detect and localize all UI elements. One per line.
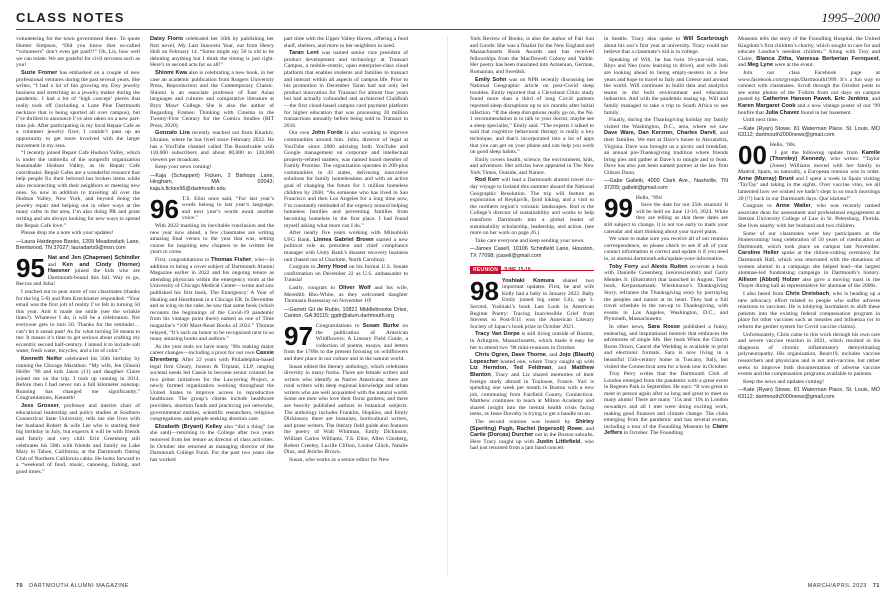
paragraph: part time with the Upper Valley Haven, offering a food shelf, shelters, and more to her neighbors in need.	[284, 36, 408, 49]
paragraph: Please drop me a note with your updates!	[21, 230, 114, 237]
paragraph: Toby Ferry and Alexis Ruiten co-wrote a book with Danielle Greenberg (neuroscientist) and Garry Mendes Jr. (illustrator) that launched in August. Their book, Kerpusnamauk: Wieshinawe’s Thanksgiving Story, reframes the Thanksgiving story by portraying the peoples and nature at its heart. They had a full travel schedule in the run-up to Thanksgiving, with events in Los Angeles, Washington, D.C., and Plymouth, Massachusetts.	[604, 263, 728, 323]
classmate-name: Suzie Fromer	[21, 69, 58, 76]
paragraph: Join our class Facebook page at www.facebook.com/groups/Dartmouth1999. It’s a fun way to connect with classmates. Scroll through the October posts to see some photos of the T-shirts from our days on campus posted by Catherine Hanson Pawek, Eric Jenkins, and Karen Margaret Cook and a now vintage poster of our ’99 bonfire that Julia Chavez found in her basement.	[738, 69, 880, 116]
section-title: CLASS NOTES	[16, 10, 125, 25]
paragraph: As the year ends we have many ’96s making major career changes—including a pivot for our own Cassie Ehrenberg. After 22 years with Philadelphia-based legal firm Cleary, Jonson & Tripiani, LLP, ranging societal needs led Cassie to become senior counsel for two prime initiatives for the Lawyering Project, a newly formed organization working throughout the United States to improve access to reproductive healthcare. The group’s clients include healthcare providers, abortion funds and practicing pot networks, governmental entities, scientific researchers, religious congregations, and people seeking abortion care.	[150, 343, 274, 423]
reunion-tag: REUNION	[470, 266, 501, 275]
class-year-number: 99	[604, 192, 633, 223]
issue-date: MARCH/APRIL 2023	[807, 583, 867, 589]
class-secretary-contact: —Kate (Ryan) Stowe, 81 Waterman Place, St. Louis, MO 63112; dartmouth2000news@gmail.com	[738, 125, 880, 139]
page-header	[16, 8, 880, 30]
paragraph: Save the date for our 25th reunion! It will be held on June 13-16, 2024. While they are telling us that these dates are still subject to change, it is not too early to mark your calendar and start thinking about your travel plans.	[604, 202, 728, 235]
paragraph: Yoshiaki Komura shared two important updates. First, he and wife Kelly had a baby in January 2022. Baby Emily joined big sister Lily, age 3. Second, Yoshiaki’s book Last Look in American Regime Poetry: Tracing Inaccessible Grief from Stevens to Post-9/11 won the American Literary Society of Japan’s book prize in October 2021.	[470, 277, 594, 330]
paragraph: Daisy Florio celebrated her 50th by publishing her first novel, My Last Innocent Year, out from Henry Holt on February 14. “Some might say 50 is old to be debuting anything but I think the timing is just right. Here’s to second acts for us all!”	[150, 36, 274, 69]
paragraph: I reached out to pear more of our classmates (thanks for the big 5-0) and Pam Kreckmeier responded: “Your email was the first jolt of reality I’ve felt in turning 50 this year. And it made me smile (see the wrinkle lines?). Whatever I do, it will be a celebration. Not everyone gets to turn 50. Thanks for the reminder…can’t let it sneak past! As for what turning 50 means to me: It means it’s time to get serious about crafting my eccentric second half-century. I intend it to include salt water, fresh water, bicycles, and a lot of color.”	[16, 288, 140, 355]
class-secretary-contact: —Kate (Ryan) Stowe, 81 Waterman Place, St. Louis, MO 63112; dartmouth2000news@gmail.com	[738, 387, 880, 400]
class-secretary-contact: —James Casell, 10106 Schinfield Lane, Houston, TX 77098; jcasell@gmail.com	[470, 246, 594, 259]
paragraph: Jess Grosser, professor and interim chair of educational leadership and policy studies at Southern Connecticut State University, tells me she lives with her husband Robert & wife Lee who is starting their big birthday in July, but expects it will be with friends and family and very chill. Erin Greenberg still celebrates his 50th with friends and family on Lake Mary in Tahoe, California, at the Dartmouth Outing Club of Northern California cabin. He looks forward to a “weekend of food, music, canoeing, fishing, and good times.”	[16, 403, 140, 475]
paragraph: Finally, during the Thanksgiving holiday my family visited the Washington, D.C., area, where we saw Dave Ware, Dan Kerzner, Charles Darvil, and their families. We met at Dave’s house in Alexandria, Virginia. Dave was brought us a picnic and breakfast, an annual pre-Thanksgiving tradition where friends bring pies and gather at Dave’s to mingle and to feast. Dave has also just been named partner at the law firm Gibson Dunn.	[604, 117, 728, 176]
class-year-block	[738, 139, 880, 202]
paragraph: Chris Ogren, Dave Thorne, and Jojo (Blauth) Lopescher hosted one, where Tracy caught up with Liz Herndon, Ted Feldman, and Matthew Blanton. Tracy and Liz shared memories of their foreign study abroad in Toulouse, France. Yuri is spending one week per month in Boston with a new job, commuting from Fairfield County, Connecticut. Matthew continues to teach at Milton Academy and shared insight into the mental health crisis facing teens, as Jesse Dorothy is trying to get a handle on on.	[470, 352, 594, 418]
paragraph: Emily Sohn was on NPR recently discussing her National Geographic article on post-Covid sleep troubles. Emily reported that a Cleveland Clinic study found more than a third of long Covid patients reported sleep disruptions up to six months after initial infection. “If the sleep disruptions really go on, the No. 1 recommendation is to talk to your doctor, maybe see a sleep specialist,” Emily said. “The experts I talked to said that cognitive behavioral therapy is really a key technique, and that’s incorporated into a lot of apps that you can get on your phone and can help you work on good sleep habits.”	[470, 76, 594, 156]
paragraph: Emily covers health, science, the environment, kids, and adventure. Her articles have appeared in The New York Times, Outside, and Nature.	[470, 156, 594, 176]
paragraph: Take care everyone and keep sending your news.	[475, 237, 585, 244]
paragraph: Congratulations to Susan Burke on the publication of American Wildflowers: A Literary Field Guide, a collection of poems, essays, and letters from the 1700s to the present focusing on wildflowers and their place in our culture and in the natural world.	[284, 322, 408, 362]
class-year-block	[284, 320, 408, 363]
paragraph: T.S. Eliot once said, “For last year’s words belong to last year’s language, and next year’s words await another voice.”	[181, 195, 274, 222]
column-4	[470, 36, 594, 576]
paragraph: Keep your news coming!	[155, 164, 212, 171]
left-page-number: 70	[16, 583, 24, 589]
paragraph: Rod Kerr will lead a Dartmouth alumni travel six-day voyage to Iceland this summer aboard the National Geographic Resolution. The trip will feature an exploration of Reykjavík, fjord hiking, and a visit to the northern region’s volcanic landscapes. Rod is the College’s director of sustainability and works to help transform Dartmouth into a global leader of sustainability scholarship, leadership, and action. (see more on her work on page 26.)	[470, 177, 594, 237]
paragraph: Lastly, congrats to Oliver Wolf and his wife, Meredith Rho-White, as they welcomed daughter Thomasin Rosesaray on November 10!	[284, 284, 408, 305]
paragraph: We want to make sure you receive all of our reunion correspondence, so please check to see if all of your contact information is correct and update it if you need to, at alumni.dartmouth.edu/update-your-information.	[604, 236, 728, 262]
class-year-block	[604, 192, 728, 236]
class-year-number: 96	[150, 193, 179, 224]
paragraph: York Review of Books, is also the author of Fair Sun and Goods: She was a finalist for the New England and Massachusetts Book Awards and has received fellowships from the MacDowell Colony and Yaddo. Her poetry has been translated into Armenian, German, Romanian, and Swedish.	[470, 36, 594, 75]
class-year-block	[470, 275, 594, 331]
paragraph: Our own John Forde is also working to improve communities around him. John, director of legal at YouTube since 2006 advising both YouTube and Google management on corporate and intellectual property-related matters, was named board member of Family Promise. The organization operates in 200-plus communities in 43 states, delivering innovative solutions for family homelessness and with an active goal of changing the future for 1 million homeless children by 2030. “As someone who has lived in San Francisco and then Los Angeles for a long time now, I’m constantly reminded of the urgency around helping homeless families and preventing families from becoming homeless in the first place. I had found myself asking what more can I do.”	[284, 130, 408, 229]
class-secretary-contact: —Gabe Galletti, 4000 Clark Ave., Nashville, TN 37209; galletti@gmail.com	[604, 178, 728, 192]
right-page-number: 71	[872, 583, 880, 589]
paragraph: The second reunion was hosted by Shirley (Sperling) Pugh, Rachel (Ingersoll) Rowe, and Cartie (Dorcas) Durcher out in the Boston suburbs. Here Tracy caught up with Justin Littlefield, who had just returned from a jam band concert	[470, 419, 594, 452]
paragraph: Some of our classmates were key participants at the Homecoming/ long celebration of 50 years of coeducation at Dartmouth, which took place on campus last November. Caroline Heller spoke at the ribbon-cutting ceremony for Dartmouth Hall, which was renovated with the donations of women alumni in a campaign she helped lead—the largest alumnae-led fundraising campaign in Dartmouth’s history. Allison (Abbot) Holzer also gave a moving toast in the Thayer dining hall as representative for alumnae of the 2000s.	[738, 230, 880, 290]
year-range: 1995–2000	[821, 10, 880, 25]
paragraph: Shlomi Kwa also is celebrating a new book, in her case an academic publication from Rutgers University Press, Reproduction and the Contemporary Classic. Shlomi is an associate professor of East Asian languages and cultures and comparative literature at Bryn Mawr College. She is also the author of Regarding Frames: Thinking with Cinema in the Twenty-First Century for the Comics Studies (RIT Press, 2020).	[150, 69, 274, 129]
page-footer	[16, 583, 880, 593]
paragraph: Troy Perry writes that the Dartmouth Club of London emerged from the pandemic with a great event in Regents Park in September. He says: “It was great to meet in person again after so long and great to meet so many alums! There are many ’15s and ’19s in London nowadays and all I met were doing exciting work, making good finances and climate change. The clubs emerging from the pandemic and has several events, including a tour of the Foundling Museum by Claire Jeffers in October. The Foundling	[604, 371, 728, 437]
paragraph: First, congratulations to Thomas Fisher, who—in addition to being a cover subject of Dartmouth Alumni Magazine earlier in 2022 and his ongoing tenure as attending physician within the emergency room at the University of Chicago Medical Center—wrote and saw published his first book, The Emergency: A Year of Healing and Heartbreak in a Chicago ER. In December and as icing on the cake, he saw that same book (which recounts the beginnings of the Covid-19 pandemic from his vantage point there) named as one of Time magazine’s “100 Must-Read Books of 2022.” Thomas relayed, “It’s such an honor to be recognized next to so many amazing books and authors.”	[150, 257, 274, 343]
paragraph: Until next time.	[743, 117, 779, 124]
paragraph: In other news, Sara Rosse published a funny, endearing, and inspirational memoir that embraces the adventures of single life. Her book When the Church Burns Down, Cancel the Wedding is available in print and electronic formats. Sara is now living in a beautiful 15th-century home in Tuscany, Italy, but visited the Connecticut area for a book tour in October.	[604, 323, 728, 370]
class-secretary-contact: —Laura Hardegree Banks, 1209 Meadowlark Lane, Brentwood, TN 37027; lauradarts9@msn.com	[16, 238, 140, 252]
paragraph: Tracy Van Dorpe is still living outside of Boston, in Arlington, Massachusetts, which made it easy for her to attend two ’98 mini-reunions in October.	[470, 331, 594, 351]
paragraph: Keep the news and updates coming!	[743, 378, 824, 385]
footer-left	[16, 583, 129, 589]
column-3	[284, 36, 408, 576]
paragraph: Hello, ’99s!	[635, 194, 663, 201]
column-1	[16, 36, 140, 576]
paragraph: Gonzalo Lira recently reached out from Kharkiv, Ukraine, where he has lived since February 2022. He has a YouTube channel called The Rosodvable with 110,000 subscribers and about 80,000 to 120,000 viewers per broadcast.	[150, 130, 274, 163]
footer-right	[808, 583, 880, 589]
paragraph: Hello, ’00s.	[769, 141, 797, 148]
class-year-number: 95	[16, 253, 45, 283]
paragraph: Suzie Fromer has embarked on a couple of new professional ventures during the past several years. She writes, “I had a lot of fun growing my Etsy jewelry business and stretching as a jewelry maker during the pandemic. I had a lot of ‘high concept’ pieces that really took off (including a Lone Pine Dartmouth necklace that is being sported all over campus), but I’ve thrilled to announce I’ve also taken on a new part-time job. After participating in my local Repair Cafe as a volunteer jewelry fixer, I couldn’t pass up an opportunity to get more involved with the larger movement in my area.	[16, 69, 140, 149]
paragraph: in Seattle. Tracy also spoke to Will Scarbrough about his son’s first year at university. Tracy could not believe that a classmate’s kid is in college.	[604, 36, 728, 56]
paragraph: Congrats to Anne Walter, who was recently named associate dean for assessment and professional engagement at Stetson University College of Law in St. Petersburg, Florida. She lives nearby with her husband and two children.	[738, 203, 880, 230]
magazine-name: DARTMOUTH ALUMNI MAGAZINE	[29, 583, 129, 589]
paragraph: With 2022 marking its inevitable conclusion and the new year now ahead, a few classmates are writing amazing final verses to the year that was, setting course for inspiring new chapters to be written for years to come.	[150, 223, 274, 256]
paragraph: Speaking of Will, he has twin 16-year-old sons, Rhys and Neo (now learning to drive), and wife Jodi are looking ahead to being empty-nesters in a few years and hope to travel to Italy and Greece and around the world. Will continues to build data and analytics teams in the built environment and education industries. And with the pandemic easing up, Will and family managed to take a trip to South Africa to see family.	[604, 56, 728, 116]
paragraph: Taran Lent was named senior vice president of product development and technology at Transact Campus, a mobile-centric, open enterprise-class cloud platform that enables students and families to transact and interact within all aspects of campus life. Prior to his promotion in December Taran had not only led product innovation for Transact for almost four years but had actually cofounded and architected ClubBrah—the first cloud-based campus card payment platform for higher education that was processing 20 million transactions annually before being sold to Transact in 2016.	[284, 50, 408, 129]
paragraph: volunteering for the town government there. To quote Homer Simpson, “Did you know that so-called “volunteers” don’t even get paid?!” Oh, Lis, how well we can relate. We are grateful for civil servants such as you!	[16, 36, 140, 69]
class-year-number: 97	[284, 320, 313, 351]
class-secretary-contact: —Kaja (Schappert) Ficken, 2 Bishops Lane, Hingham, MA 02043; kaja.k.fickes96@dartmouth.edu	[150, 172, 274, 193]
paragraph: Nat and Jen (Chapman) Schindler and Ken and Cindy (Horner) Haesner joined the kids who are Dartmouth-bound this fall. Way to go, Beccas and Julia!	[16, 255, 140, 288]
class-year-block	[150, 193, 274, 224]
class-year-number: 98	[470, 275, 499, 306]
paragraph: I got the following update from Kamile (Thornley) Kennedy, who writes: “Taylor (Jones) Williams moved with her family to Madrid, Spain, so naturally, a European reunion was in order. Anne (Murray) Brunt and I spent a week in Spain visiting ‘TayTay’ and taking in the sights. Over vaccine vino, we all lamented how we wished we hadn’t slept in so much mornings 20 (!!) back in our Dartmouth days. Qué lástima!”	[738, 149, 880, 202]
paragraph: Unfortunately, Chris came to this work through his own rare and severe vaccine reaction in 2021, which resulted in his diagnosis of chronic inflammatory demyelinating polyneuropathy. His organization, React19, includes vaccine researchers and physicians and is not anti-vaccine, but rather seeks to improve both documentation of adverse vaccine events and the compensation programs available to patients.	[738, 331, 880, 378]
paragraph: Elizabeth (Bryant) Kelley also “did a thing” (as she said)—returning to the College after two years removed from her tenure as director of class activities. In October she returned as managing director of the Dartmouth College Fund. For the past two years she has worked	[150, 423, 274, 463]
class-year-number: 00	[738, 139, 767, 170]
paragraph: Kenneth Neifer celebrated his 50th birthday by running the Chicago Marathon. “My wife, Jen (Sinon) Heifer ’96 and kids Jason (11) and daughter Claire joined me on the trip. I took up running in 2014. Before then I had never run a full kilometer nonstop. Running has changed me significantly.” Congratulations, Kenneth!	[16, 355, 140, 402]
reunion-banner	[470, 266, 594, 274]
column-5	[604, 36, 728, 576]
paragraph: Susan edited the literary anthology, which celebrates diversity in many forms. There are female writers and writers who identify as Native Americans; there are rural writers with deep regional knowledge and urban writers who are well acquainted with the natural world. Some are men who love their floral gardens; and there are heavily published authors in botanical subjects. The anthology includes Franklin, Hopkins, and Emily Dickinson; there are botanists, horticultural writers, and prose writers. The literary field guide also features the poetry of Walt Whitman, Emily Dickinson, William Carlos Williams, T.S. Eliot, Allen Ginsberg, Robert Creeley, Lucille Clifton, Louise Glück, Natalie Diaz, and Jericho Brown.	[284, 363, 408, 456]
paragraph: “I recently joined Repair Cafe Hudson Valley, which is under the umbrella of the nonprofit organization Sustainable Hudson Valley, as its Repair Cafe coordinator. Repair Cafes are a wonderful resource that help people fix their beloved but broken items while also reconnecting with their neighbors or meeting new ones. So now in addition to traveling all over the Hudson Valley, New York, and beyond doing the jewelry repair and helping out in other ways at the many cafes in the area, I’m also doing PR and grant writing and am always looking for new ways to spread the Repair Cafe love.”	[16, 150, 140, 229]
paragraph: Susan, who works as a senior editor for New	[289, 456, 390, 463]
paragraph: Museum tells the story of the Foundling Hospital, the United Kingdom’s first children’s charity, which sought to care for and educate London’s neediest children.” Along with Troy and Claire, Blanca Zitha, Vanessa Berberian Fernquest, and Meg Lyne were at the event.	[738, 36, 880, 69]
class-secretary-contact: —Garrett Gil de Rubio, 10821 Middlebrooke Drive, Canton, GA 30115; ggdr@alum.dartmouth.org	[284, 306, 408, 320]
header-rule	[16, 29, 880, 30]
paragraph: I also heard from Chris Dreisbach, who is heading up a new advocacy effort related to people who suffer adverse reactions to vaccines. He is lobbying lawmakers to shift these patients into the existing federal compensation program in place for other vaccines such as measles and influenza (or to reform the gentler system for Covid vaccine claims).	[738, 290, 880, 330]
class-year-block	[16, 255, 140, 288]
page-gutter	[447, 36, 448, 576]
paragraph: Congrats to Jerry Hood on his formal U.S. Senate confirmation on December 22 as U.S. ambassador to Tunisia!	[284, 264, 408, 284]
column-2	[150, 36, 274, 576]
reunion-date: JUNE 15-18	[503, 266, 531, 273]
paragraph: After nearly five years working with Mitsubishi UFG Bank, Linnea Gabriel Brown started a new political role as president and chief compliance manager with Unity Bank’s disaster recovery business unit (based out of Charlotte, North Carolina).	[284, 230, 408, 263]
column-6	[738, 36, 880, 576]
